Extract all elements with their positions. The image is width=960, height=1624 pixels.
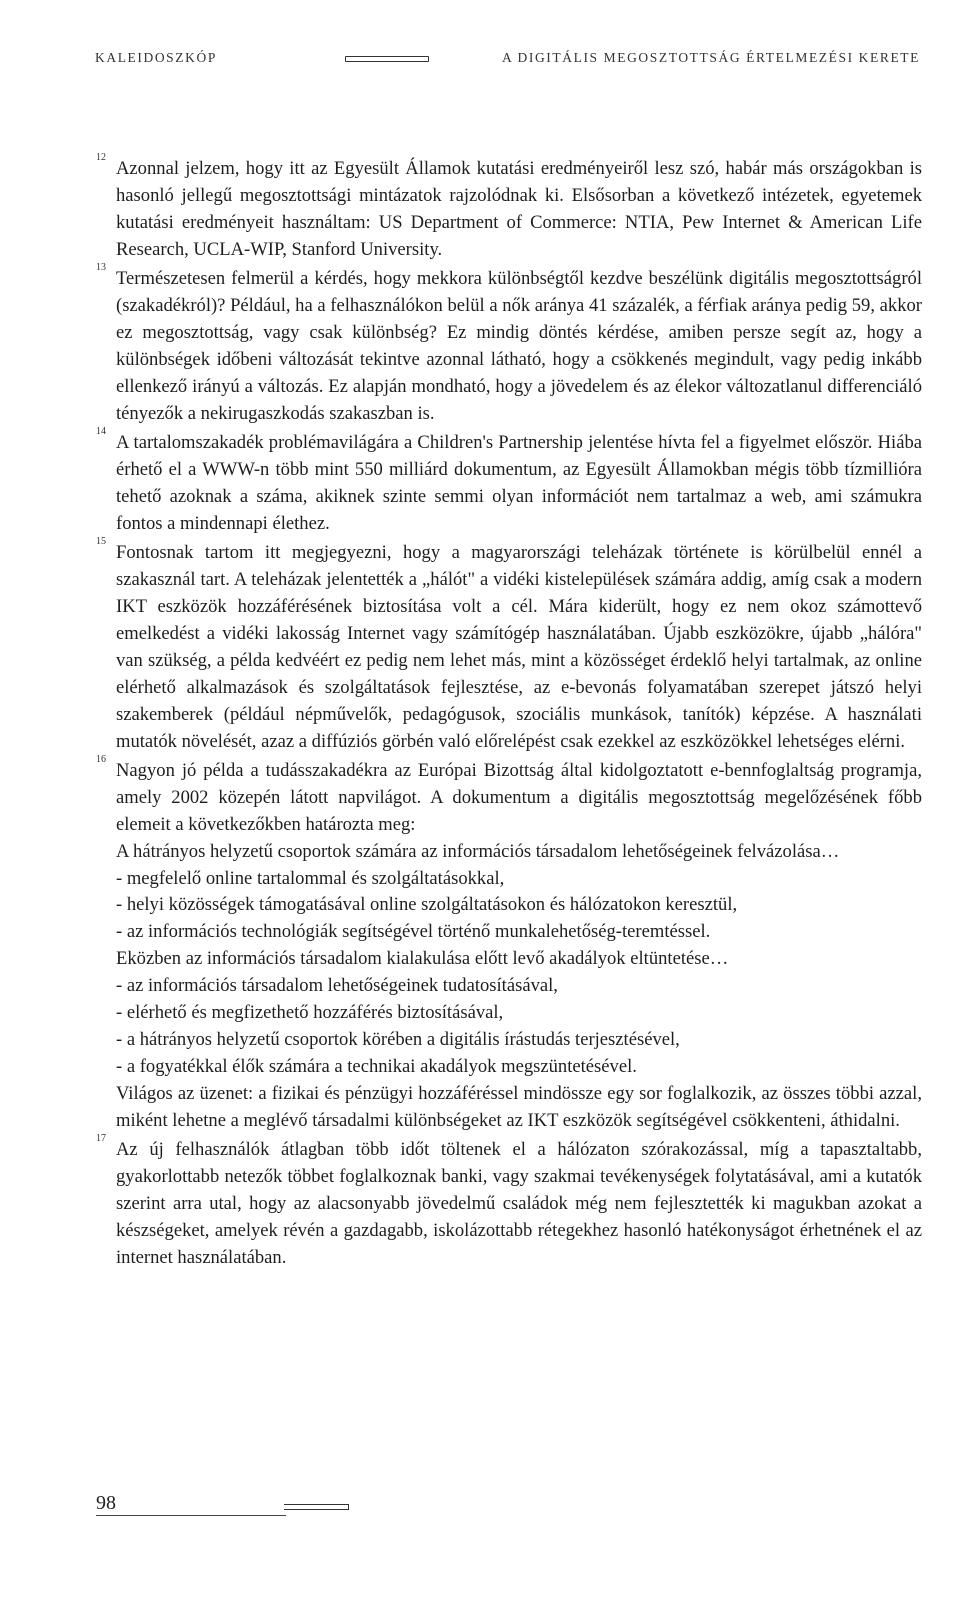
footnote-number: 15 [96,536,106,548]
header-chapter-title: A DIGITÁLIS MEGOSZTOTTSÁG ÉRTELMEZÉSI KERETE [501,50,920,65]
running-header [95,50,920,70]
footnote-text: Azonnal jelzem, hogy itt az Egyesült Államok kutatási eredményeiről lesz szó, habár más országokban is hasonló jellegű megosztottsági mintázatok rajzolódnak ki. Elsősorban a következő intézetek, egyetemek kutatási eredményeit használtam: US Department of Commerce: NTIA, Pew Internet & American Life Research, UCLA-WIP, Stanford University. [116,158,922,260]
footnote-16 [96,753,922,1135]
list-item: - az információs társadalom lehetőségeinek tudatosításával, [116,975,558,997]
footer-rule [96,1515,286,1516]
footnote-13 [96,262,922,427]
footnote-text: Fontosnak tartom itt megjegyezni, hogy a magyarországi teleházak története is körülbelül ennél a szakasznál tart. A teleházak jelentették a „hálót" a vidéki kistelepülések számára addig, amíg csak a modern IKT eszközök hozzáférésének biztosítása volt a cél. Mára kiderült, hogy ez nem okoz számottevő emelkedést a vidéki lakosság Internet vagy számítógép használatában. Újabb eszközökre, újabb „hálóra" van szükség, a példa kedvéért ez pedig nem lehet más, mint a közösséget érdeklő helyi tartalmak, az online elérhető alkalmazások és szolgáltatások fejlesztése, az e-bevonás folyamatában szerepet játszó helyi szakemberek (például népművelők, pedagógusok, szociális munkások, tanítók) képzése. A használati mutatók növelését, azaz a diffúziós görbén való előrelépést csak ezekkel az eszközökkel lehetséges elérni. [116,542,922,752]
footnote-text: Az új felhasználók átlagban több időt töltenek el a hálózaton szórakozással, míg a tapasztaltabb, gyakorlottabb netezők többet foglalkoznak banki, vagy szakmai tevékenységek folytatásával, ami a kutatók szerint arra utal, hogy az alacsonyabb jövedelmű családok még nem fejlesztették ki magukban azokat a készségeket, amelyek révén a gazdagabb, iskolázottabb rétegekhez hasonló hatékonyságot érhetnének el az internet használatában. [116,1139,922,1268]
footnote-17 [96,1133,922,1272]
footnote-number: 17 [96,1133,106,1145]
footer-decorative-bar [284,1504,349,1510]
footnote-12 [96,152,922,264]
list-item: - helyi közösségek támogatásával online szolgáltatásokon és hálózatokon keresztül, [116,894,738,916]
footnote-number: 16 [96,753,106,765]
footnote-text: Természetesen felmerül a kérdés, hogy mekkora különbségtől kezdve beszélünk digitális megosztottságról (szakadékról)? Például, ha a felhasználókon belül a nők aránya 41 százalék, a férfiak aránya pedig 59, akkor ez megosztottság, vagy csak különbség? Ez mindig döntés kérdése, amiben persze segít az, hogy a különbségek időbeni változását tekintve azonnal látható, hogy a csökkenés megindult, vagy pedig inkább ellenkező irányú a változás. Ez alapján mondható, hogy a jövedelem és az élekor változatlanul differenciáló tényezők a nekirugaszkodás szakaszban is. [116,268,922,424]
list-intro: Eközben az információs társadalom kialakulása előtt levő akadályok eltüntetése… [116,948,729,970]
footnote-15 [96,536,922,755]
footnote-number: 13 [96,262,106,274]
list-item: - az információs technológiák segítségével történő munkalehetőség-teremtéssel. [116,921,711,943]
header-decorative-bar [345,56,429,62]
footnote-number: 14 [96,426,106,438]
list-item: - a fogyatékkal élők számára a technikai akadályok megszüntetésével. [116,1055,637,1077]
page-number: 98 [96,1492,116,1514]
footnote-conclusion: Világos az üzenet: a fizikai és pénzügyi hozzáféréssel mindössze egy sor foglalkozik, az összes többi azzal, miként lehetne a meglévő társadalmi különbségeket az IKT eszközök segítségével csökkenteni, áthidalni. [116,1082,922,1131]
list-intro: A hátrányos helyzetű csoportok számára az információs társadalom lehetőségeinek felvázolása… [116,840,840,862]
list-item: - elérhető és megfizethető hozzáférés biztosításával, [116,1002,504,1024]
footnote-number: 12 [96,152,106,163]
footnotes [96,152,922,1274]
list-item: - a hátrányos helyzetű csoportok körében a digitális írástudás terjesztésével, [116,1029,680,1050]
footnote-text: Nagyon jó példa a tudásszakadékra az Európai Bizottság által kidolgoztatott e-bennfoglaltság programja, amely 2002 közepén látott napvilágot. A dokumentum a digitális megosztottság megelőzésének főbb elemeit a következőkben határozta meg: [116,759,922,835]
list-item: - megfelelő online tartalommal és szolgáltatásokkal, [116,867,505,889]
footnote-14 [96,426,922,538]
footnote-text: A tartalomszakadék problémavilágára a Children's Partnership jelentése hívta fel a figyelmet először. Hiába érhető el a WWW-n több mint 550 milliárd dokumentum, az Egyesült Államokban mégis több tízmillióra tehető azoknak a száma, akiknek szinte semmi olyan információt nem tartalmaz a web, ami számukra fontos a mindennapi élethez. [116,432,922,534]
header-section-title: KALEIDOSZKÓP [95,50,217,65]
